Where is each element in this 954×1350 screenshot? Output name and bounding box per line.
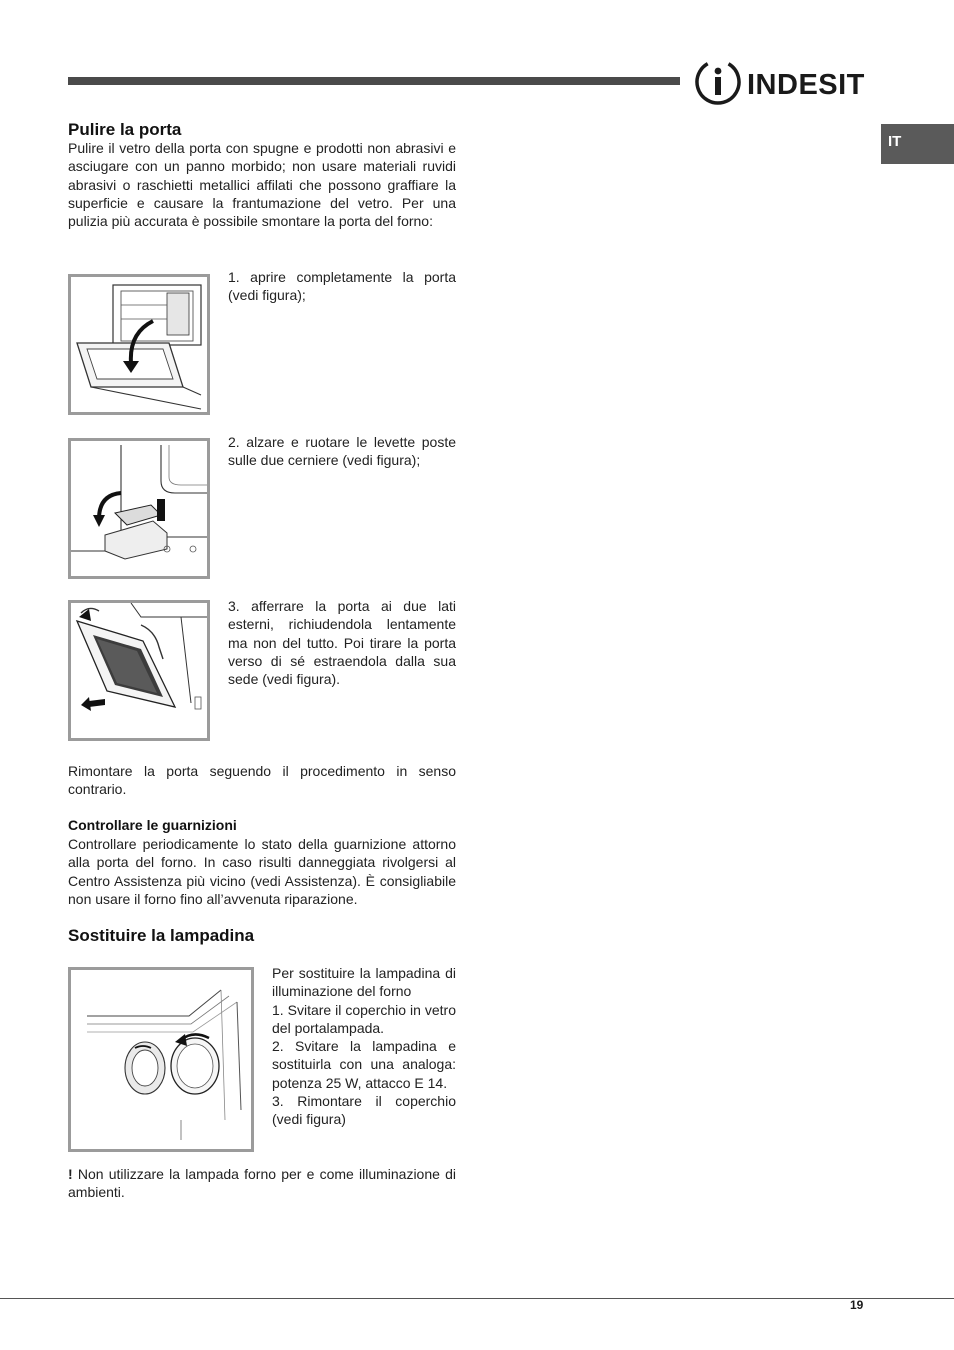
door-step-1-text: 1. aprire completamente la porta (vedi figura);	[228, 269, 456, 304]
footer-divider	[0, 1298, 954, 1299]
language-tab[interactable]: IT	[881, 124, 954, 164]
section-title-lamp: Sostituire la lampadina	[68, 926, 255, 945]
lamp-warning-text: Non utilizzare la lampada forno per e come illuminazione di ambienti.	[68, 1166, 456, 1201]
reassemble-text: Rimontare la porta seguendo il procedimento in senso contrario.	[68, 763, 456, 798]
lamp-warning	[68, 1165, 456, 1202]
door-step-3-text: 3. afferrare la porta ai due lati esterni, richiudendola lentamente ma non del tutto. Poi tirare la porta verso di sé estraendola dalla sua sede (vedi figura).	[228, 598, 456, 688]
header-bar	[68, 77, 680, 85]
oven-door-open-illustration	[68, 274, 210, 415]
door-step-2-text: 2. alzare e ruotare le levette poste sulle due cerniere (vedi figura);	[228, 434, 456, 469]
page-number: 19	[850, 1298, 864, 1312]
door-intro-text: Pulire il vetro della porta con spugne e prodotti non abrasivi e asciugare con un panno morbido; non usare materiali ruvidi abrasivi o raschietti metallici affilati che possono graffiare la superficie e causare la frantumazione del vetro. Per una pulizia più accurata è possibile smontare la porta del forno:	[68, 140, 456, 230]
gaskets-title: Controllare le guarnizioni	[68, 817, 237, 833]
lamp-step-3: 3. Rimontare il coperchio (vedi figura)	[272, 1093, 456, 1128]
warning-mark: !	[68, 1166, 73, 1182]
door-removal-illustration	[68, 600, 210, 741]
lamp-step-2: 2. Svitare la lampadina e sostituirla con una analoga: potenza 25 W, attacco E 14.	[272, 1038, 456, 1091]
svg-text:INDESIT: INDESIT	[747, 69, 865, 101]
lamp-step-intro: Per sostituire la lampadina di illuminazione del forno	[272, 965, 456, 1000]
lamp-step-1: 1. Svitare il coperchio in vetro del portalampada.	[272, 1001, 456, 1036]
hinge-lever-illustration	[68, 438, 210, 579]
lamp-replacement-illustration	[68, 967, 254, 1152]
lamp-steps	[272, 964, 456, 1129]
section-title-door: Pulire la porta	[68, 120, 182, 139]
gaskets-text: Controllare periodicamente lo stato della guarnizione attorno alla porta del forno. In caso risulti danneggiata rivolgersi al Centro Assistenza più vicino (vedi Assistenza). È consigliabile non usare il forno fino all’avvenuta riparazione.	[68, 836, 456, 907]
brand-logo	[694, 58, 872, 106]
